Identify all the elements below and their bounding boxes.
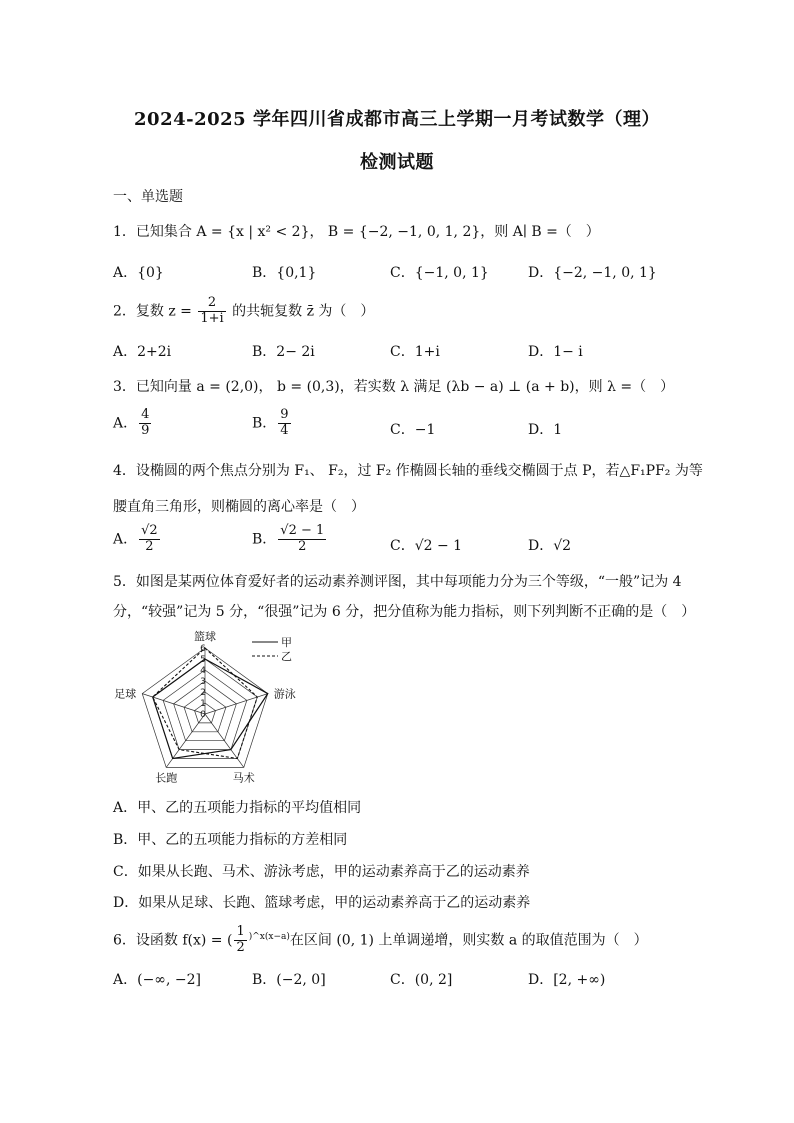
- section-heading: 一、单选题: [113, 189, 183, 205]
- q6-stem-post: 在区间 (0, 1) 上单调递增，则实数 a 的取值范围为（ ）: [289, 932, 648, 949]
- q2-frac-num: 2: [198, 296, 225, 312]
- radar-tick-label: 6: [200, 644, 206, 654]
- q3-option-c: C．−1: [390, 422, 436, 438]
- q2-option-d: D．1− i: [528, 344, 583, 360]
- radar-tick-label: 0: [200, 710, 206, 720]
- q3-option-a: [113, 408, 153, 439]
- q3-option-b: [252, 408, 293, 439]
- radar-chart: [110, 622, 310, 792]
- q4-a-num: √2: [141, 523, 158, 538]
- radar-legend-label: 甲: [281, 636, 292, 649]
- question-6-stem: [113, 925, 648, 956]
- question-5-stem-line2: 分，“较强”记为 5 分，“很强”记为 6 分，把分值称为能力指标，则下列判断不正确的是（ ）: [113, 604, 696, 620]
- question-1-stem: 1．已知集合 A = {x | x² < 2}， B = {−2, −1, 0, 1, 2}，则 A∣ B =（ ）: [113, 224, 600, 240]
- question-4-stem-line2: 腰直角三角形，则椭圆的离心率是（ ）: [113, 499, 365, 515]
- q2-option-c: C．1+i: [390, 344, 440, 360]
- q3-b-fraction: [278, 408, 290, 439]
- radar-axis-label: 游泳: [273, 687, 296, 701]
- q3-a-num: 4: [141, 407, 150, 422]
- radar-tick-label: 2: [200, 688, 206, 698]
- q2-frac-den: 1+i: [200, 310, 224, 326]
- q3-b-label: B．: [252, 415, 277, 432]
- q2-stem-pre: 2．复数 z =: [113, 303, 192, 320]
- q6-stem-pre: 6．设函数 f(x) = (: [113, 932, 233, 949]
- q3-b-num: 9: [280, 407, 289, 422]
- q4-option-b: [252, 524, 328, 555]
- exam-subtitle: 检测试题: [360, 152, 434, 173]
- q2-option-a: A．2+2i: [113, 344, 172, 360]
- radar-spoke: [205, 694, 268, 714]
- q3-b-den: 4: [280, 422, 289, 438]
- q3-a-fraction: [139, 408, 151, 439]
- radar-tick-label: 3: [200, 677, 206, 687]
- q4-a-label: A．: [113, 531, 138, 548]
- q4-option-c: C．√2 − 1: [390, 538, 463, 554]
- q2-stem-post: 的共轭复数 z̄ 为（ ）: [232, 303, 375, 320]
- q6-option-d: D．[2, +∞): [528, 972, 606, 988]
- q6-option-b: B．(−2, 0]: [252, 972, 326, 988]
- q6-frac-num: 1: [236, 924, 245, 939]
- q3-a-label: A．: [113, 415, 138, 432]
- q5-option-c: C．如果从长跑、马术、游泳考虑，甲的运动素养高于乙的运动素养: [113, 864, 530, 880]
- q4-b-label: B．: [252, 531, 277, 548]
- q1-option-d: D．{−2, −1, 0, 1}: [528, 265, 657, 281]
- q4-option-d: D．√2: [528, 538, 572, 554]
- q5-option-a: A．甲、乙的五项能力指标的平均值相同: [113, 800, 362, 816]
- q4-a-fraction: [139, 524, 160, 555]
- q6-fraction: [234, 925, 246, 956]
- radar-axis-label: 马术: [232, 771, 255, 785]
- radar-tick-label: 5: [200, 655, 206, 665]
- q4-b-num: √2 − 1: [280, 523, 325, 538]
- q6-option-c: C．(0, 2]: [390, 972, 453, 988]
- q6-exponent: )^x(x−a): [248, 931, 290, 942]
- q6-option-a: A．(−∞, −2]: [113, 972, 201, 988]
- q1-option-a: A．{0}: [113, 265, 164, 281]
- q3-option-d: D．1: [528, 422, 563, 438]
- radar-spoke: [142, 694, 205, 714]
- q3-a-den: 9: [141, 422, 150, 438]
- question-3-stem: 3．已知向量 a = (2,0)， b = (0,3)，若实数 λ 满足 (λb − a) ⊥ (a + b)，则 λ =（ ）: [113, 379, 675, 395]
- q4-option-a: [113, 524, 162, 555]
- q4-a-den: 2: [145, 538, 154, 554]
- q6-frac-den: 2: [236, 939, 245, 955]
- radar-axis-label: 长跑: [155, 771, 178, 785]
- q4-b-den: 2: [298, 538, 307, 554]
- q5-option-b: B．甲、乙的五项能力指标的方差相同: [113, 832, 348, 848]
- radar-tick-label: 4: [200, 666, 206, 676]
- q5-option-d: D．如果从足球、长跑、篮球考虑，甲的运动素养高于乙的运动素养: [113, 895, 531, 911]
- radar-legend-label: 乙: [281, 650, 292, 663]
- q2-option-b: B．2− 2i: [252, 344, 315, 360]
- radar-axis-label: 足球: [114, 687, 137, 701]
- q2-fraction: [198, 296, 225, 327]
- q4-b-fraction: [278, 524, 326, 555]
- q1-option-b: B．{0,1}: [252, 265, 317, 281]
- radar-axis-label: 篮球: [194, 630, 216, 643]
- question-5-stem-line1: 5．如图是某两位体育爱好者的运动素养测评图，其中每项能力分为三个等级，“一般”记为 4: [113, 574, 682, 590]
- question-2-stem: [113, 296, 374, 327]
- exam-title: 2024-2025 学年四川省成都市高三上学期一月考试数学（理）: [134, 109, 660, 130]
- radar-tick-label: 1: [200, 699, 206, 709]
- question-4-stem-line1: 4．设椭圆的两个焦点分别为 F₁、 F₂，过 F₂ 作椭圆长轴的垂线交椭圆于点 P，若△F₁PF₂ 为等: [113, 463, 703, 479]
- q1-option-c: C．{−1, 0, 1}: [390, 265, 489, 281]
